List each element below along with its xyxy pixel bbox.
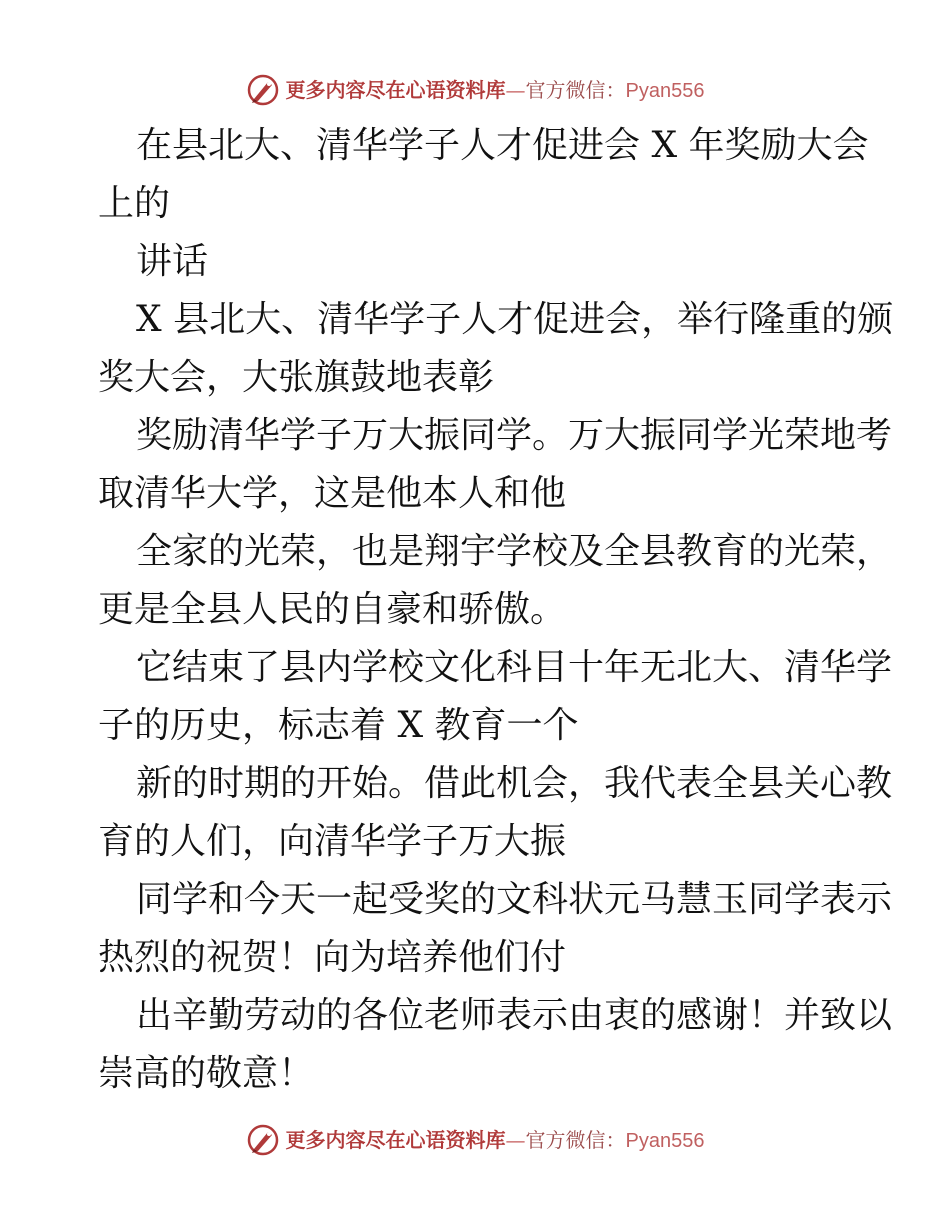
- pen-logo-icon: [246, 1123, 280, 1157]
- banner-dash: —: [505, 77, 526, 102]
- paragraph-continuation: 更是全县人民的自豪和骄傲。: [98, 589, 567, 630]
- paragraph-continuation: 上的: [98, 183, 171, 224]
- banner-main-text: 更多内容尽在心语资料库: [285, 1127, 506, 1152]
- paragraph-line: X 县北大、清华学子人才促进会，举行隆重的颁: [136, 299, 894, 340]
- banner-main-text: 更多内容尽在心语资料库: [285, 77, 506, 102]
- banner-dash: —: [505, 1127, 526, 1152]
- banner-wechat-id: Pyan556: [625, 1129, 705, 1152]
- banner-wechat-id: Pyan556: [625, 79, 705, 102]
- banner-text: [286, 1128, 705, 1153]
- paragraph-4: [98, 407, 893, 523]
- paragraph-continuation: 热烈的祝贺！向为培养他们付: [98, 937, 567, 978]
- paragraph-continuation: 崇高的敬意！: [98, 1053, 315, 1094]
- paragraph-line: 讲话: [136, 241, 209, 282]
- header-banner: [0, 70, 950, 110]
- paragraph-line: 新的时期的开始。借此机会，我代表全县关心教: [136, 763, 893, 804]
- paragraph-3: [98, 291, 894, 407]
- paragraph-1: [98, 117, 869, 233]
- banner-wechat-label: 官方微信：: [525, 1127, 626, 1152]
- banner-wechat-label: 官方微信：: [525, 77, 626, 102]
- paragraph-continuation: 奖大会，大张旗鼓地表彰: [98, 357, 495, 398]
- paragraph-line: 同学和今天一起受奖的文科状元马慧玉同学表示: [136, 879, 893, 920]
- paragraph-8: [98, 871, 893, 987]
- paragraph-line: 它结束了县内学校文化科目十年无北大、清华学: [136, 647, 893, 688]
- paragraph-line: 全家的光荣，也是翔宇学校及全县教育的光荣，: [136, 531, 893, 572]
- paragraph-2: [98, 233, 858, 291]
- paragraph-line: 在县北大、清华学子人才促进会 X 年奖励大会: [136, 125, 869, 166]
- paragraph-7: [98, 755, 893, 871]
- pen-logo-icon: [246, 73, 280, 107]
- paragraph-5: [98, 523, 893, 639]
- footer-banner: [0, 1120, 950, 1160]
- paragraph-6: [98, 639, 893, 755]
- banner-text: [286, 78, 705, 103]
- paragraph-line: 出辛勤劳动的各位老师表示由衷的感谢！并致以: [136, 995, 893, 1036]
- paragraph-line: 奖励清华学子万大振同学。万大振同学光荣地考: [136, 415, 893, 456]
- paragraph-9: [98, 987, 893, 1103]
- paragraph-continuation: 子的历史，标志着 X 教育一个: [98, 705, 579, 746]
- paragraph-continuation: 取清华大学，这是他本人和他: [98, 473, 567, 514]
- document-body: [98, 117, 894, 1103]
- paragraph-continuation: 育的人们，向清华学子万大振: [98, 821, 567, 862]
